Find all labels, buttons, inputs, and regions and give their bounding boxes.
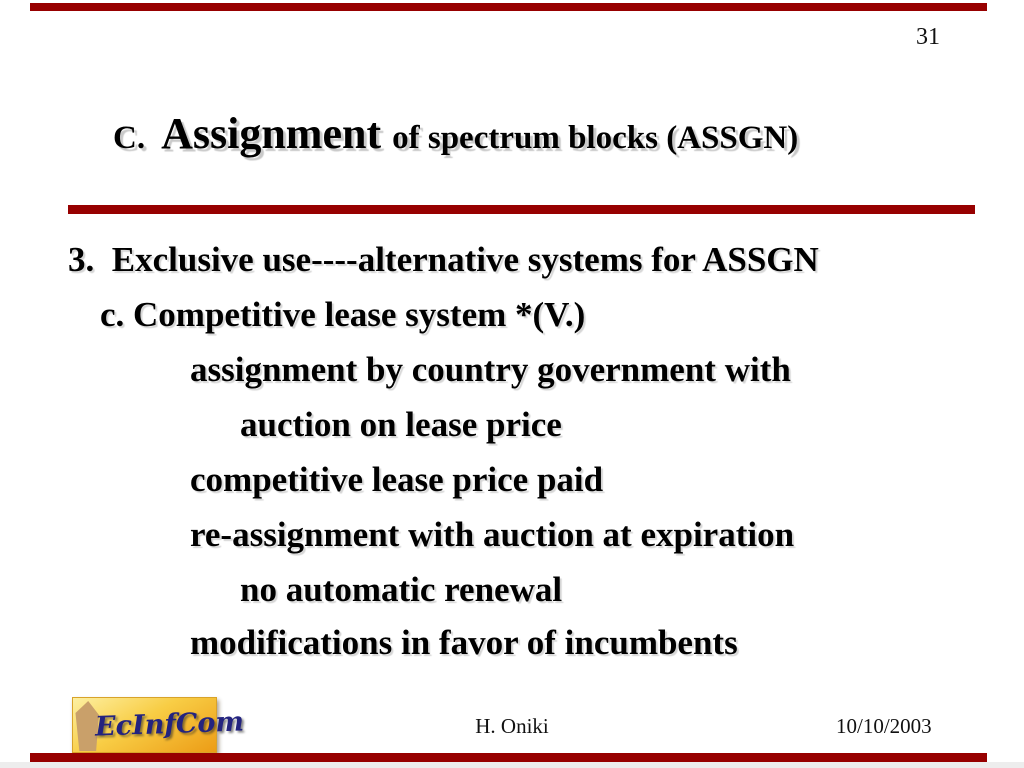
body-line-modifications: modifications in favor of incumbents (190, 623, 738, 662)
body-line-reassignment: re-assignment with auction at expiration (190, 515, 795, 554)
body-line-assignment-by-government: assignment by country government with (190, 350, 791, 389)
logo-text: EcInfCom (94, 706, 245, 743)
bottom-edge-strip (0, 762, 1024, 768)
body-line-no-automatic-renewal: no automatic renewal (240, 570, 563, 609)
body-line-competitive-lease-price: competitive lease price paid (190, 460, 604, 499)
title-prefix: C. (113, 120, 146, 156)
body-line-auction-on-lease-price: auction on lease price (240, 405, 562, 444)
top-accent-bar (30, 3, 987, 11)
title-rule (68, 205, 975, 214)
title-suffix: of spectrum blocks (ASSGN) (392, 120, 799, 156)
body-line-competitive-lease: c. Competitive lease system *(V.) (100, 295, 586, 334)
slide-title (113, 108, 973, 159)
footer-author: H. Oniki (475, 714, 549, 738)
footer-date: 10/10/2003 (836, 714, 932, 738)
body-line-exclusive-use: 3. Exclusive use----alternative systems for ASSGN (68, 240, 819, 279)
page-number: 31 (916, 24, 940, 50)
bottom-accent-bar (30, 753, 987, 762)
title-main: Assignment (161, 109, 382, 158)
